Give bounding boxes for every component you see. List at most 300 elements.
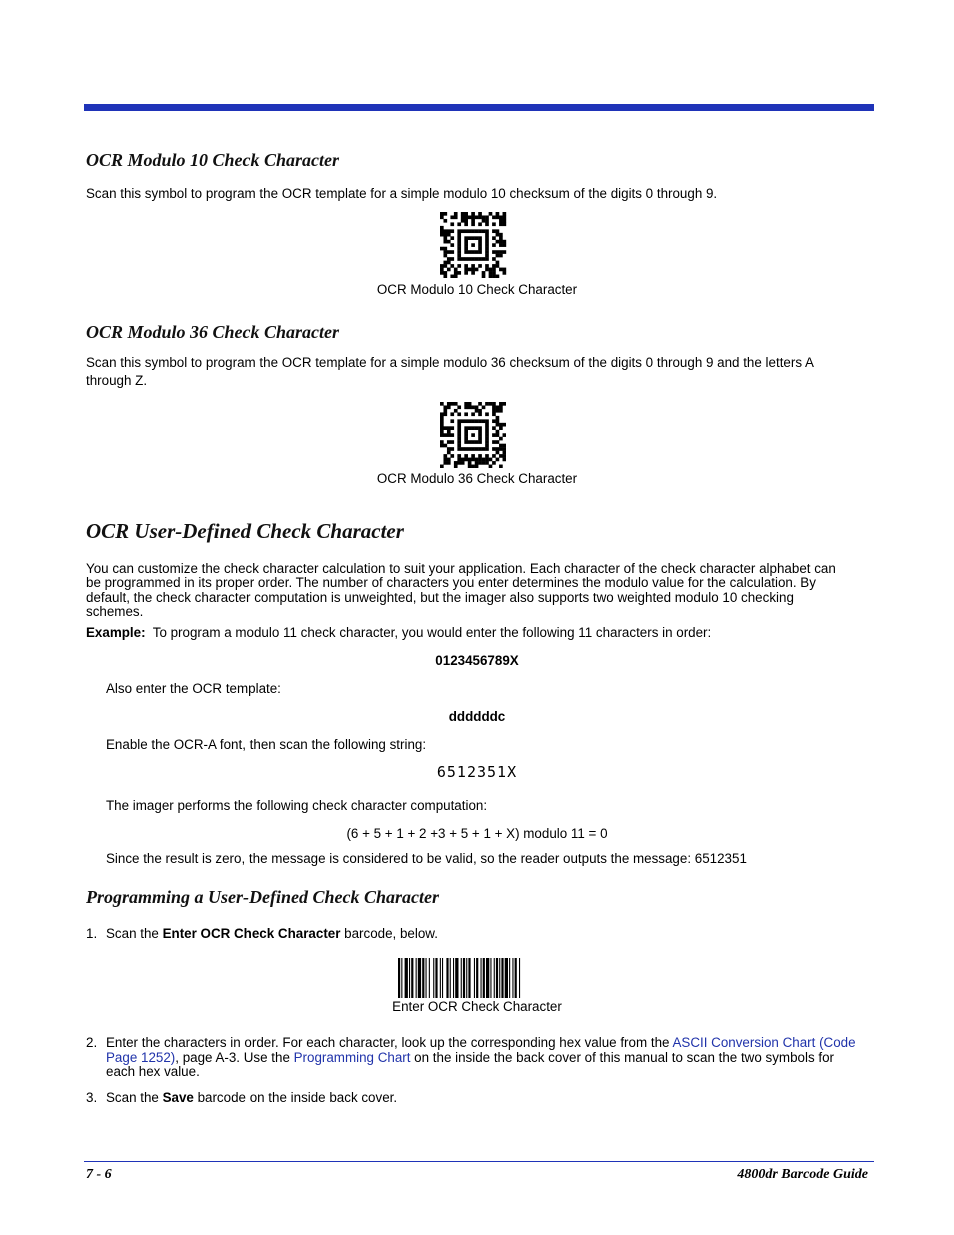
barcode-module [468,440,472,444]
barcode-module [443,426,447,430]
barcode-module [496,405,500,409]
barcode-module [457,426,461,430]
barcode-module [509,958,510,998]
barcode-module [447,261,451,265]
barcode-module [447,433,451,437]
barcode-module [496,958,498,998]
barcode-module [478,461,482,465]
barcode-module [471,229,475,233]
barcode-module [478,419,482,423]
barcode-module [485,419,489,423]
barcode-module [496,261,500,265]
barcode-module [478,247,482,251]
barcode-module [464,250,468,254]
ocr-string: 6512351X [436,763,518,781]
barcode-module [450,454,454,458]
barcode-module [478,430,482,434]
heading-user-defined: OCR User-Defined Check Character [86,519,404,543]
barcode-module [499,465,503,468]
example-line [86,625,876,640]
barcode-module [503,271,507,275]
barcode-module [496,229,500,233]
barcode-module [492,426,496,430]
barcode-module [496,416,500,420]
barcode-module [418,958,421,998]
barcode-module [496,440,500,444]
barcode-module [464,264,468,268]
barcode-module [503,402,506,406]
barcode-module [475,465,479,468]
barcode-module [499,437,503,441]
barcode-module [440,423,444,427]
barcode-module [447,240,451,244]
barcode-module [440,419,444,423]
mod10-barcode-caption: OCR Modulo 10 Check Character [376,282,578,297]
barcode-module [454,465,458,468]
barcode-module [461,447,465,451]
barcode-module [471,458,475,462]
barcode-module [447,461,451,465]
barcode-module [464,243,468,247]
barcode-module [485,437,489,441]
barcode-module [499,222,503,226]
barcode-module [464,212,468,216]
barcode-module [468,461,472,465]
barcode-module [485,412,489,416]
barcode-module [464,219,468,223]
barcode-module [401,958,402,998]
barcode-module [475,447,479,451]
barcode-module [461,219,465,223]
barcode-module [450,412,454,416]
barcode-module [471,419,475,423]
mod36-barcode-caption: OCR Modulo 36 Check Character [376,471,578,486]
barcode-module [492,440,496,444]
barcode-module [454,275,458,278]
barcode-module [482,458,486,462]
barcode-module [503,240,507,244]
barcode-module [461,958,462,998]
barcode-module [471,405,475,409]
barcode-module [457,229,461,233]
barcode-module [499,423,503,427]
barcode-module [464,268,468,272]
barcode-module [457,444,461,448]
barcode-module [450,264,454,268]
barcode-module [503,433,506,437]
barcode-module [496,254,500,258]
barcode-module [443,412,447,416]
barcode-module [492,264,496,268]
barcode-module [503,250,507,254]
barcode-module [447,447,451,451]
barcode-module [478,402,482,406]
barcode-module [475,440,479,444]
mod36-barcode-pattern [440,402,506,468]
barcode-module [503,243,507,247]
barcode-module [464,440,468,444]
barcode-module [450,250,454,254]
barcode-module [499,215,503,219]
barcode-module [468,405,472,409]
barcode-module [499,219,503,223]
barcode-module [464,236,468,240]
barcode-module [482,275,486,278]
mod10-description: Scan this symbol to program the OCR template for a simple modulo 10 checksum of the digits 0 through 9. [86,186,718,201]
barcode-module [492,268,496,272]
barcode-module [478,458,482,462]
barcode-module [475,409,479,413]
step-1-post: barcode, below. [340,926,438,941]
barcode-module [499,444,503,448]
barcode-module [476,958,478,998]
barcode-module [450,426,454,430]
barcode-module [443,233,447,237]
barcode-module [471,412,475,416]
barcode-module [499,240,503,244]
barcode-module [486,958,489,998]
barcode-module [440,426,444,430]
barcode-module [499,254,503,258]
ascii-chart-link[interactable]: ASCII Conversion Chart [672,1035,816,1050]
barcode-module [503,451,506,455]
barcode-module [461,419,465,423]
barcode-module [468,215,472,219]
barcode-module [468,447,472,451]
barcode-module [440,958,441,998]
programming-chart-link[interactable]: Programming Chart [293,1049,411,1065]
barcode-module [447,440,451,444]
barcode-module [499,402,503,406]
barcode-module [482,219,486,223]
barcode-module [478,240,482,244]
barcode-module [475,426,479,430]
barcode-module [468,250,472,254]
barcode-module [440,226,444,230]
barcode-module [405,958,408,998]
step-1-pre: Scan the [106,926,163,941]
barcode-module [464,215,468,219]
footer-title: 4800dr Barcode Guide [737,1167,868,1182]
barcode-module [494,958,495,998]
barcode-module [457,419,461,423]
barcode-module [443,409,447,413]
barcode-module [464,240,468,244]
barcode-module [468,465,472,468]
barcode-module [461,212,465,216]
barcode-module [447,458,451,462]
barcode-module [457,264,461,268]
barcode-module [475,268,479,272]
barcode-module [464,419,468,423]
barcode-module [482,447,486,451]
barcode-module [447,451,451,455]
barcode-module [447,229,451,233]
barcode-module [475,458,479,462]
step-3-number: 3. [86,1090,98,1105]
check-alphabet: 0123456789X [435,653,519,668]
barcode-module [450,440,454,444]
barcode-module [496,240,500,244]
barcode-module [450,236,454,240]
barcode-module [450,257,454,261]
barcode-module [485,222,489,226]
barcode-module [464,437,468,441]
barcode-module [447,426,451,430]
barcode-module [485,250,489,254]
barcode-module [499,233,503,237]
barcode-module [443,212,447,216]
barcode-module [440,229,444,233]
barcode-module [503,454,506,458]
step-2 [86,1036,876,1081]
user-defined-para-line3: default, the check character computation is unweighted, but the imager also supports two weighted modulo 10 checking [86,590,794,605]
barcode-module [457,240,461,244]
barcode-module [471,243,475,247]
barcode-module [503,423,506,427]
barcode-module [426,958,427,998]
barcode-module [464,430,468,434]
barcode-module [464,447,468,451]
barcode-module [475,229,479,233]
barcode-module [447,257,451,261]
barcode-module [450,215,454,219]
barcode-module [485,215,489,219]
barcode-module [471,212,475,216]
barcode-module [450,402,454,406]
barcode-module [464,402,468,406]
barcode-module [443,219,447,223]
barcode-module [503,458,506,462]
barcode-module [461,215,465,219]
mod36-barcode[interactable] [440,402,506,468]
barcode-module [485,264,489,268]
barcode-module [492,236,496,240]
barcode-module [464,271,468,275]
barcode-module [482,461,486,465]
step-1-bold: Enter OCR Check Character [162,926,341,941]
barcode-module [485,233,489,237]
enter-ocr-barcode[interactable] [398,958,558,998]
barcode-module [492,257,496,261]
user-defined-para-line2: be programmed in its proper order. The number of characters you enter determines the modulo value for the calculation. By [86,575,816,590]
barcode-module [447,405,451,409]
footer-rule [84,1161,874,1162]
barcode-module [454,409,458,413]
barcode-module [478,440,482,444]
barcode-module [478,215,482,219]
barcode-module [440,247,444,251]
header-rule [84,104,874,111]
barcode-module [485,243,489,247]
font-intro: Enable the OCR-A font, then scan the following string: [106,737,427,752]
barcode-module [485,402,489,406]
barcode-module [440,264,444,268]
barcode-module [503,219,507,223]
barcode-module [450,229,454,233]
step-3-post: barcode on the inside back cover. [193,1090,398,1105]
barcode-module [443,454,447,458]
barcode-module [457,271,461,275]
barcode-module [454,215,458,219]
barcode-module [492,405,496,409]
barcode-module [482,419,486,423]
barcode-module [468,426,472,430]
barcode-module [503,222,507,226]
barcode-module [483,958,485,998]
barcode-module [478,426,482,430]
barcode-module [450,419,454,423]
barcode-module [496,430,500,434]
barcode-module [492,243,496,247]
barcode-module [496,215,500,219]
barcode-module [464,229,468,233]
barcode-module [492,222,496,226]
barcode-module [478,433,482,437]
barcode-module [443,405,447,409]
barcode-module [447,430,451,434]
barcode-module [457,440,461,444]
barcode-module [503,447,506,451]
barcode-module [468,958,470,998]
barcode-module [468,402,472,406]
barcode-module [466,958,467,998]
barcode-module [485,257,489,261]
barcode-module [450,275,454,278]
barcode-module [454,271,458,275]
barcode-module [474,958,475,998]
barcode-module [461,458,465,462]
barcode-module [457,236,461,240]
barcode-module [485,236,489,240]
user-defined-para-line1: You can customize the check character calculation to suit your application. Each character of the check character alphabet can [86,561,836,576]
barcode-module [416,958,417,998]
barcode-module [496,423,500,427]
barcode-module [457,461,461,465]
barcode-module [475,257,479,261]
enter-ocr-barcode-bars [398,958,520,998]
barcode-module [443,461,447,465]
barcode-module [503,215,507,219]
barcode-module [464,426,468,430]
barcode-module [489,465,493,468]
mod10-barcode-pattern [440,212,506,278]
barcode-module [489,275,493,278]
code-page-link[interactable]: (Code Page 1252) [106,1035,856,1065]
barcode-module [496,212,500,216]
barcode-module [440,440,444,444]
barcode-module [485,247,489,251]
heading-mod10: OCR Modulo 10 Check Character [86,150,340,170]
barcode-module [440,430,444,434]
barcode-module [478,212,482,216]
heading-programming: Programming a User-Defined Check Character [86,887,439,907]
barcode-module [468,268,472,272]
barcode-module [453,958,454,998]
template-intro: Also enter the OCR template: [106,681,281,696]
barcode-module [489,458,493,462]
barcode-module [492,271,496,275]
barcode-module [447,250,451,254]
barcode-module [475,215,479,219]
barcode-module [471,236,475,240]
barcode-module [443,229,447,233]
barcode-module [461,257,465,261]
barcode-module [450,433,454,437]
barcode-module [457,447,461,451]
barcode-module [492,419,496,423]
barcode-module [457,433,461,437]
barcode-module [496,433,500,437]
barcode-module [457,222,461,226]
barcode-module [450,958,451,998]
barcode-module [471,271,475,275]
barcode-module [422,958,424,998]
barcode-module [455,958,458,998]
barcode-module [492,229,496,233]
barcode-module [409,958,410,998]
barcode-module [440,215,444,219]
barcode-module [485,458,489,462]
barcode-module [411,958,413,998]
barcode-module [471,215,475,219]
barcode-module [468,236,472,240]
barcode-module [489,268,493,272]
barcode-module [503,212,507,216]
barcode-module [446,958,448,998]
barcode-module [443,458,447,462]
barcode-module [457,243,461,247]
barcode-module [489,271,493,275]
barcode-module [440,212,444,216]
barcode-module [443,271,447,275]
barcode-module [499,250,503,254]
barcode-module [457,257,461,261]
barcode-module [471,257,475,261]
barcode-module [457,423,461,427]
heading-mod36: OCR Modulo 36 Check Character [86,322,340,342]
barcode-module [457,437,461,441]
barcode-module [489,212,493,216]
barcode-module [492,250,496,254]
barcode-module [478,409,482,413]
barcode-module [447,233,451,237]
barcode-module [435,958,437,998]
barcode-module [443,254,447,258]
barcode-module [443,261,447,265]
barcode-module [496,409,500,413]
barcode-module [492,412,496,416]
barcode-module [485,229,489,233]
barcode-module [464,222,468,226]
barcode-module [482,215,486,219]
mod10-barcode[interactable] [440,212,507,278]
barcode-module [482,405,486,409]
barcode-module [468,257,472,261]
barcode-module [471,426,475,430]
barcode-module [454,402,458,406]
barcode-module [471,440,475,444]
barcode-module [450,447,454,451]
barcode-module [492,275,496,278]
barcode-module [443,433,447,437]
barcode-module [464,458,468,462]
barcode-module [440,233,444,237]
barcode-module [440,412,444,416]
barcode-module [499,405,503,409]
barcode-module [485,426,489,430]
barcode-module [475,419,479,423]
